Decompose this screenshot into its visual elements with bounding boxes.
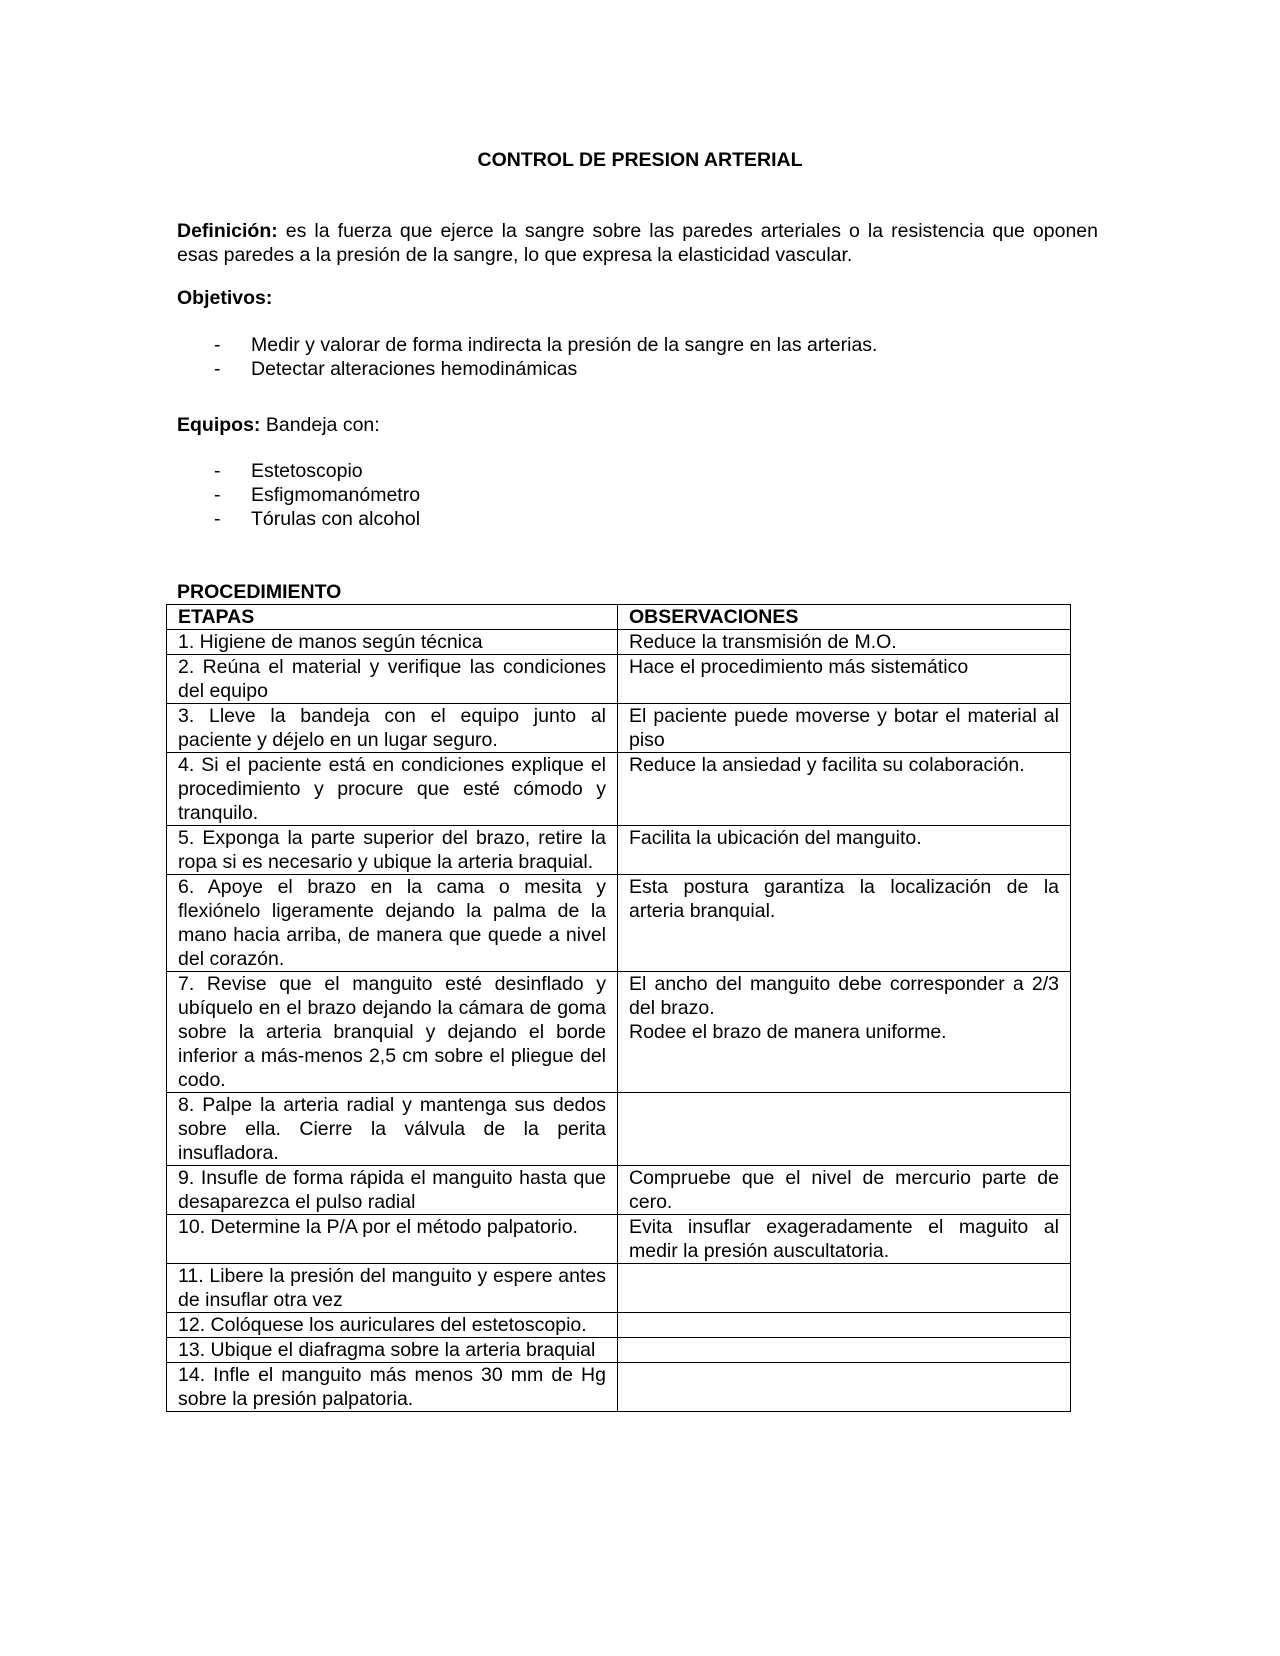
observacion-text: Hace el procedimiento más sistemático bbox=[629, 656, 969, 678]
list-marker: - bbox=[214, 334, 221, 356]
observacion-text: Facilita la ubicación del manguito. bbox=[629, 827, 922, 849]
list-marker: - bbox=[214, 358, 221, 380]
equipos-list bbox=[177, 459, 420, 531]
observacion-text: Esta postura garantiza la localización de la arteria branquial. bbox=[629, 876, 1059, 922]
objetivos-heading: Objetivos: bbox=[177, 287, 273, 309]
observacion-text: Rodee el brazo de manera uniforme. bbox=[629, 1021, 947, 1043]
observacion-text: Compruebe que el nivel de mercurio parte de cero. bbox=[629, 1167, 1059, 1213]
etapa-cell: 11. Libere la presión del manguito y espere antes de insuflar otra vez bbox=[167, 1264, 618, 1313]
procedure-table bbox=[166, 604, 1071, 1412]
objetivo-text: Medir y valorar de forma indirecta la presión de la sangre en las arterias. bbox=[251, 334, 878, 356]
etapa-cell: 12. Colóquese los auriculares del estetoscopio. bbox=[167, 1313, 618, 1338]
table-row bbox=[167, 753, 1071, 826]
etapa-cell: 3. Lleve la bandeja con el equipo junto al paciente y déjelo en un lugar seguro. bbox=[167, 704, 618, 753]
etapa-cell: 10. Determine la P/A por el método palpatorio. bbox=[167, 1215, 618, 1264]
table-header-row bbox=[167, 605, 1071, 630]
observacion-cell bbox=[618, 753, 1071, 826]
table-row bbox=[167, 704, 1071, 753]
observacion-cell bbox=[618, 1264, 1071, 1313]
table-row bbox=[167, 1264, 1071, 1313]
observacion-text: Evita insuflar exageradamente el maguito al medir la presión auscultatoria. bbox=[629, 1216, 1059, 1262]
observacion-cell bbox=[618, 1363, 1071, 1412]
observacion-cell bbox=[618, 1215, 1071, 1264]
observacion-text: El paciente puede moverse y botar el material al piso bbox=[629, 705, 1059, 751]
table-row bbox=[167, 1338, 1071, 1363]
page-title: CONTROL DE PRESION ARTERIAL bbox=[477, 149, 803, 171]
header-observaciones: OBSERVACIONES bbox=[618, 605, 1071, 630]
etapa-cell: 9. Insufle de forma rápida el manguito hasta que desaparezca el pulso radial bbox=[167, 1166, 618, 1215]
list-marker: - bbox=[214, 460, 221, 482]
etapa-cell: 14. Infle el manguito más menos 30 mm de Hg sobre la presión palpatoria. bbox=[167, 1363, 618, 1412]
list-item bbox=[177, 507, 420, 531]
observacion-text: Reduce la ansiedad y facilita su colaboración. bbox=[629, 754, 1025, 776]
list-item bbox=[177, 459, 420, 483]
table-row bbox=[167, 1215, 1071, 1264]
observacion-cell bbox=[618, 1166, 1071, 1215]
definition-text: es la fuerza que ejerce la sangre sobre las paredes arteriales o la resistencia que oponen esas paredes a la presión de la sangre, lo que expresa la elasticidad vascular. bbox=[177, 220, 1099, 266]
definition-paragraph bbox=[177, 219, 1098, 267]
equipo-text: Tórulas con alcohol bbox=[251, 508, 421, 530]
table-row bbox=[167, 875, 1071, 972]
observacion-cell bbox=[618, 826, 1071, 875]
table-row bbox=[167, 826, 1071, 875]
observacion-cell bbox=[618, 704, 1071, 753]
equipos-label: Equipos: bbox=[177, 414, 261, 436]
etapa-cell: 13. Ubique el diafragma sobre la arteria braquial bbox=[167, 1338, 618, 1363]
table-row bbox=[167, 630, 1071, 655]
list-item bbox=[177, 357, 877, 381]
table-body bbox=[167, 630, 1071, 1412]
etapa-cell: 2. Reúna el material y verifique las condiciones del equipo bbox=[167, 655, 618, 704]
table-row bbox=[167, 655, 1071, 704]
list-item bbox=[177, 483, 420, 507]
observacion-text: El ancho del manguito debe corresponder a 2/3 del brazo. bbox=[629, 973, 1059, 1019]
observacion-cell bbox=[618, 1313, 1071, 1338]
objetivo-text: Detectar alteraciones hemodinámicas bbox=[251, 358, 578, 380]
equipo-text: Estetoscopio bbox=[251, 460, 363, 482]
observacion-cell bbox=[618, 1338, 1071, 1363]
etapa-cell: 6. Apoye el brazo en la cama o mesita y flexiónelo ligeramente dejando la palma de la mano hacia arriba, de manera que quede a nivel del corazón. bbox=[167, 875, 618, 972]
observacion-text: Reduce la transmisión de M.O. bbox=[629, 631, 897, 653]
equipo-text: Esfigmomanómetro bbox=[251, 484, 421, 506]
etapa-cell: 5. Exponga la parte superior del brazo, retire la ropa si es necesario y ubique la arteria braquial. bbox=[167, 826, 618, 875]
definition-label: Definición: bbox=[177, 220, 278, 242]
list-marker: - bbox=[214, 484, 221, 506]
equipos-text: Bandeja con: bbox=[265, 414, 380, 436]
objetivos-list bbox=[177, 333, 877, 381]
table-row bbox=[167, 1313, 1071, 1338]
table-row bbox=[167, 972, 1071, 1093]
observacion-cell bbox=[618, 972, 1071, 1093]
observacion-cell bbox=[618, 1093, 1071, 1166]
list-item bbox=[177, 333, 877, 357]
observacion-cell bbox=[618, 875, 1071, 972]
table-row bbox=[167, 1363, 1071, 1412]
etapa-cell: 7. Revise que el manguito esté desinflado y ubíquelo en el brazo dejando la cámara de goma sobre la arteria branquial y dejando el borde inferior a más-menos 2,5 cm sobre el pliegue del codo. bbox=[167, 972, 618, 1093]
etapa-cell: 4. Si el paciente está en condiciones explique el procedimiento y procure que esté cómodo y tranquilo. bbox=[167, 753, 618, 826]
observacion-cell bbox=[618, 655, 1071, 704]
equipos-line bbox=[177, 413, 380, 437]
table-row bbox=[167, 1093, 1071, 1166]
table-row bbox=[167, 1166, 1071, 1215]
list-marker: - bbox=[214, 508, 221, 530]
observacion-cell bbox=[618, 630, 1071, 655]
procedimiento-heading: PROCEDIMIENTO bbox=[177, 581, 342, 603]
header-etapas: ETAPAS bbox=[167, 605, 618, 630]
etapa-cell: 1. Higiene de manos según técnica bbox=[167, 630, 618, 655]
etapa-cell: 8. Palpe la arteria radial y mantenga sus dedos sobre ella. Cierre la válvula de la perita insufladora. bbox=[167, 1093, 618, 1166]
